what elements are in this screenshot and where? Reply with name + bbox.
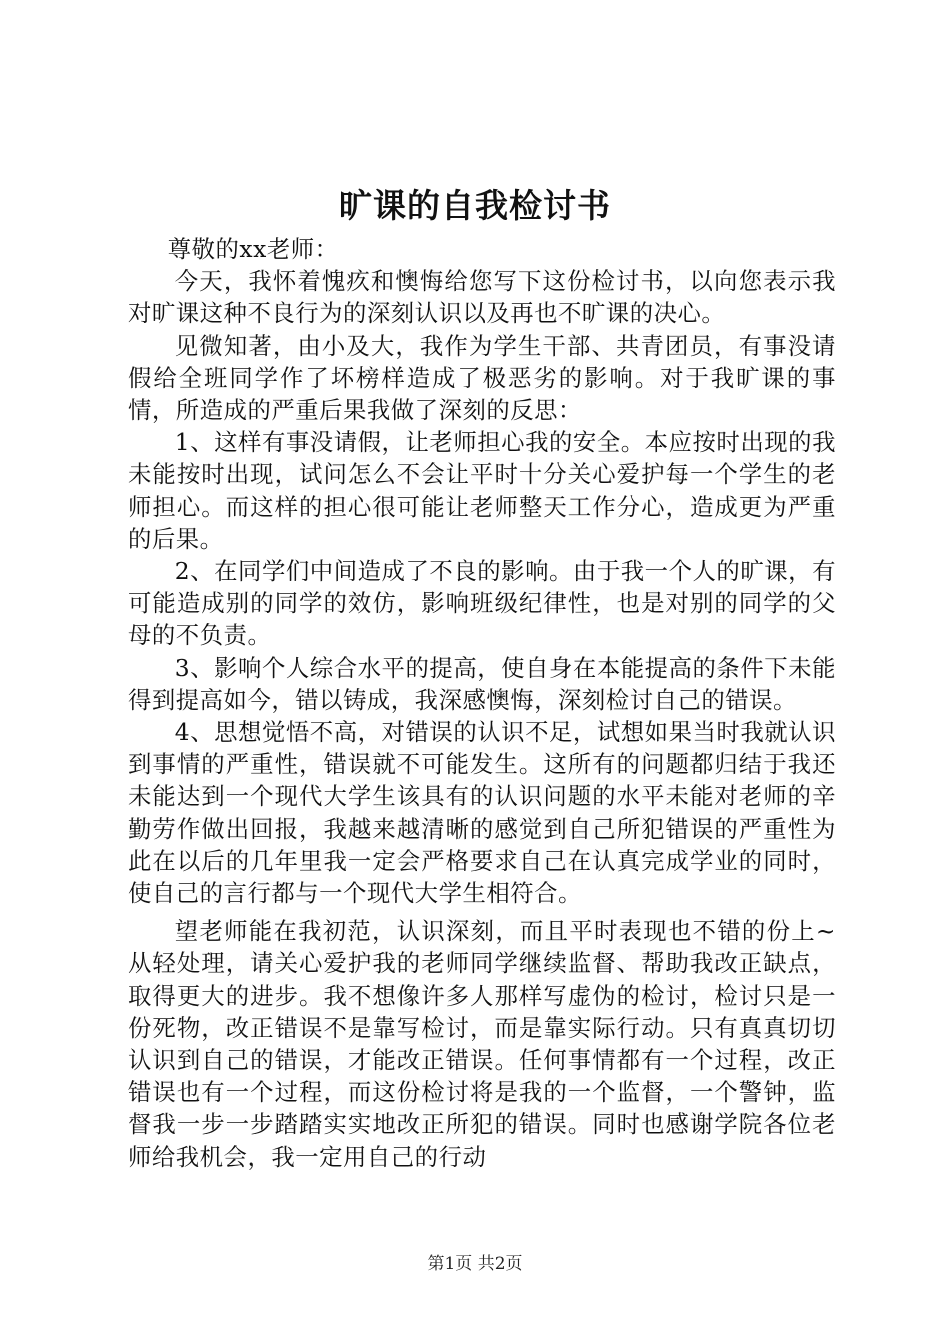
page-number-footer: 第1页 共2页: [427, 1254, 523, 1274]
paragraph-point-2: 2、在同学们中间造成了不良的影响。由于我一个人的旷课，有可能造成别的同学的效仿，影响班级纪律性，也是对别的同学的父母的不负责。: [128, 557, 836, 650]
paragraph-closing: 望老师能在我初范，认识深刻，而且平时表现也不错的份上~从轻处理，请关心爱护我的老师同学继续监督、帮助我改正缺点，取得更大的进步。我不想像许多人那样写虚伪的检讨，检讨只是一份死物，改正错误不是靠写检讨，而是靠实际行动。只有真真切切认识到自己的错误，才能改正错误。任何事情都有一个过程，改正错误也有一个过程，而这份检讨将是我的一个监督，一个警钟，监督我一步一步踏踏实实地改正所犯的错误。同时也感谢学院各位老师给我机会，我一定用自己的行动: [128, 917, 836, 1171]
paragraph-reflection: 见微知著，由小及大，我作为学生干部、共青团员，有事没请假给全班同学作了坏榜样造成了极恶劣的影响。对于我旷课的事情，所造成的严重后果我做了深刻的反思：: [128, 331, 836, 425]
document-title: 旷课的自我检讨书: [339, 186, 611, 225]
paragraph-intro: 今天，我怀着愧疚和懊悔给您写下这份检讨书，以向您表示我对旷课这种不良行为的深刻认识以及再也不旷课的决心。: [128, 267, 836, 328]
salutation: 尊敬的xx老师：: [167, 235, 339, 263]
paragraph-point-3: 3、影响个人综合水平的提高，使自身在本能提高的条件下未能得到提高如今，错以铸成，我深感懊悔，深刻检讨自己的错误。: [128, 653, 836, 714]
paragraph-point-4: 4、思想觉悟不高，对错误的认识不足，试想如果当时我就认识到事情的严重性，错误就不可能发生。这所有的问题都归结于我还未能达到一个现代大学生该具有的认识问题的水平未能对老师的辛勤劳作做出回报，我越来越清晰的感觉到自己所犯错误的严重性为此在以后的几年里我一定会严格要求自己在认真完成学业的同时，使自己的言行都与一个现代大学生相符合。: [128, 718, 836, 908]
paragraph-point-1: 1、这样有事没请假，让老师担心我的安全。本应按时出现的我未能按时出现，试问怎么不会让平时十分关心爱护每一个学生的老师担心。而这样的担心很可能让老师整天工作分心，造成更为严重的后果。: [128, 428, 836, 553]
document-body: [128, 233, 836, 1173]
